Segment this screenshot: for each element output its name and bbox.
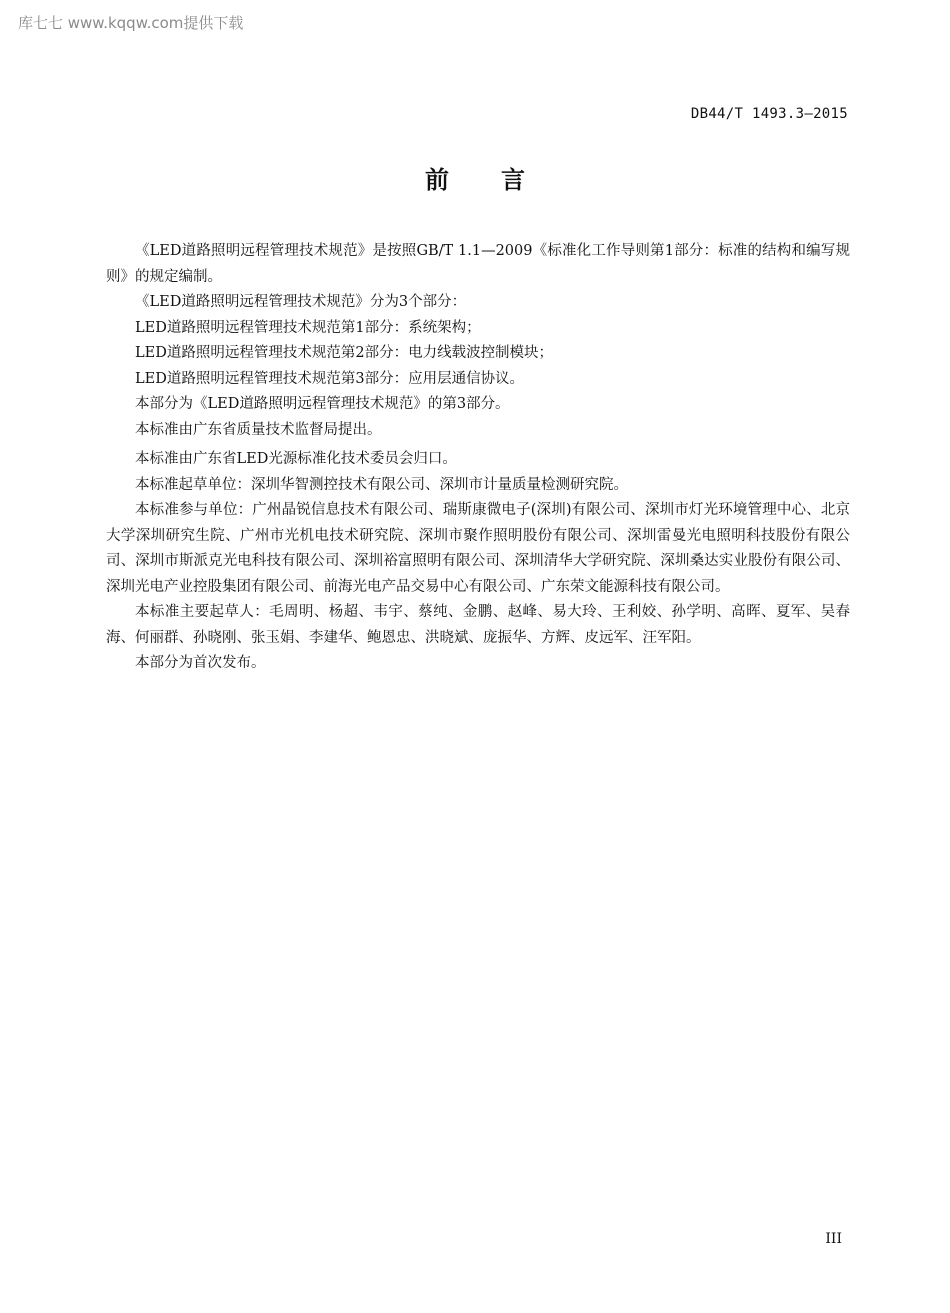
body-text [106, 239, 850, 677]
paragraph-drafters: 本标准主要起草人：毛周明、杨超、韦宇、蔡纯、金鹏、赵峰、易大玲、王利姣、孙学明、高晖、夏军、吴春海、何丽群、孙晓刚、张玉娟、李建华、鲍恩忠、洪晓斌、庞振华、方辉、皮远军、汪军阳。 [106, 604, 850, 646]
paragraph-proposer: 本标准由广东省质量技术监督局提出。 [135, 421, 382, 438]
paragraph-first-release: 本部分为首次发布。 [135, 655, 266, 671]
paragraph-part-2: LED道路照明远程管理技术规范第2部分：电力线载波控制模块； [135, 345, 554, 361]
paragraph-part-3: LED道路照明远程管理技术规范第3部分：应用层通信协议。 [135, 370, 525, 387]
paragraph-part-1: LED道路照明远程管理技术规范第1部分：系统架构； [135, 319, 481, 336]
paragraph-parts-intro: 《LED道路照明远程管理技术规范》分为3个部分： [135, 294, 467, 310]
paragraph-this-part: 本部分为《LED道路照明远程管理技术规范》的第3部分。 [135, 396, 510, 412]
paragraph-participating-units: 本标准参与单位：广州晶锐信息技术有限公司、瑞斯康微电子(深圳)有限公司、深圳市灯光环境管理中心、北京大学深圳研究生院、广州市光机电技术研究院、深圳市聚作照明股份有限公司、深圳雷曼光电照明科技股份有限公司、深圳市斯派克光电科技有限公司、深圳裕富照明有限公司、深圳清华大学研究院、深圳桑达实业股份有限公司、深圳光电产业控股集团有限公司、前海光电产品交易中心有限公司、广东荣文能源科技有限公司。 [106, 502, 850, 595]
page-number: III [825, 1231, 842, 1247]
paragraph-standard-basis: 《LED道路照明远程管理技术规范》是按照GB/T 1.1—2009《标准化工作导则第1部分：标准的结构和编写规则》的规定编制。 [106, 243, 850, 285]
watermark-text: 库七七 www.kqqw.com提供下载 [18, 14, 244, 32]
paragraph-committee: 本标准由广东省LED光源标准化技术委员会归口。 [135, 451, 457, 467]
page-title: 前言 [425, 166, 577, 194]
document-code: DB44/T 1493.3—2015 [690, 106, 848, 122]
paragraph-drafting-units: 本标准起草单位：深圳华智测控技术有限公司、深圳市计量质量检测研究院。 [135, 476, 628, 493]
